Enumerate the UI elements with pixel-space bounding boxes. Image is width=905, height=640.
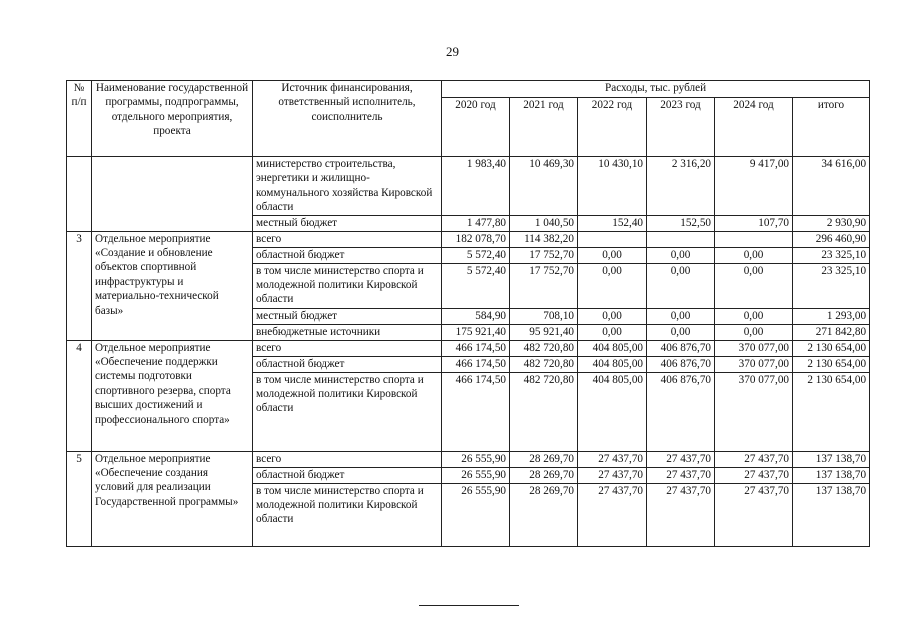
value-cell: 482 720,80 xyxy=(510,372,578,451)
value-cell xyxy=(578,231,647,247)
value-cell: 27 437,70 xyxy=(578,451,647,467)
value-cell: 1 040,50 xyxy=(510,215,578,231)
value-cell: 1 293,00 xyxy=(793,308,870,324)
value-cell: 0,00 xyxy=(578,263,647,308)
table-row xyxy=(67,340,870,356)
table-row xyxy=(67,451,870,467)
value-cell: 1 477,80 xyxy=(442,215,510,231)
value-cell: 137 138,70 xyxy=(793,451,870,467)
value-cell: 26 555,90 xyxy=(442,451,510,467)
value-cell: 370 077,00 xyxy=(715,340,793,356)
item-index: 5 xyxy=(67,451,92,546)
value-cell: 404 805,00 xyxy=(578,340,647,356)
value-cell: 2 130 654,00 xyxy=(793,356,870,372)
value-cell: 27 437,70 xyxy=(647,451,715,467)
header-source: Источник финансирования, ответственный исполнитель, соисполнитель xyxy=(253,81,442,157)
value-cell: 0,00 xyxy=(578,324,647,340)
value-cell: 2 130 654,00 xyxy=(793,340,870,356)
source-cell: министерство строительства, энергетики и жилищно-коммунального хозяйства Кировской области xyxy=(253,157,442,216)
value-cell: 175 921,40 xyxy=(442,324,510,340)
source-cell: областной бюджет xyxy=(253,247,442,263)
value-cell: 2 930,90 xyxy=(793,215,870,231)
header-year-2024: 2024 год xyxy=(715,98,793,157)
header-year-2022: 2022 год xyxy=(578,98,647,157)
value-cell: 370 077,00 xyxy=(715,356,793,372)
value-cell: 5 572,40 xyxy=(442,263,510,308)
source-cell: в том числе министерство спорта и молодежной политики Кировской области xyxy=(253,263,442,308)
header-total: итого xyxy=(793,98,870,157)
value-cell: 708,10 xyxy=(510,308,578,324)
value-cell: 0,00 xyxy=(647,247,715,263)
value-cell: 27 437,70 xyxy=(578,467,647,483)
source-cell: областной бюджет xyxy=(253,356,442,372)
value-cell: 27 437,70 xyxy=(715,467,793,483)
value-cell: 1 983,40 xyxy=(442,157,510,216)
value-cell: 9 417,00 xyxy=(715,157,793,216)
value-cell: 404 805,00 xyxy=(578,356,647,372)
value-cell: 0,00 xyxy=(578,308,647,324)
value-cell: 271 842,80 xyxy=(793,324,870,340)
value-cell: 5 572,40 xyxy=(442,247,510,263)
value-cell: 584,90 xyxy=(442,308,510,324)
value-cell: 137 138,70 xyxy=(793,467,870,483)
value-cell: 2 316,20 xyxy=(647,157,715,216)
value-cell xyxy=(647,231,715,247)
header-year-2023: 2023 год xyxy=(647,98,715,157)
value-cell xyxy=(715,231,793,247)
source-cell: местный бюджет xyxy=(253,215,442,231)
value-cell: 27 437,70 xyxy=(647,467,715,483)
table-row xyxy=(67,157,870,216)
value-cell: 26 555,90 xyxy=(442,467,510,483)
source-cell: всего xyxy=(253,340,442,356)
value-cell: 27 437,70 xyxy=(647,483,715,546)
source-cell: местный бюджет xyxy=(253,308,442,324)
item-index: 3 xyxy=(67,231,92,340)
value-cell: 10 469,30 xyxy=(510,157,578,216)
item-index: 4 xyxy=(67,340,92,451)
value-cell: 107,70 xyxy=(715,215,793,231)
value-cell: 0,00 xyxy=(715,247,793,263)
footer-divider xyxy=(419,605,519,606)
value-cell: 370 077,00 xyxy=(715,372,793,451)
value-cell: 17 752,70 xyxy=(510,247,578,263)
value-cell: 0,00 xyxy=(647,263,715,308)
value-cell: 406 876,70 xyxy=(647,356,715,372)
value-cell: 10 430,10 xyxy=(578,157,647,216)
value-cell: 0,00 xyxy=(647,308,715,324)
value-cell: 28 269,70 xyxy=(510,451,578,467)
value-cell: 182 078,70 xyxy=(442,231,510,247)
value-cell: 0,00 xyxy=(578,247,647,263)
value-cell: 152,40 xyxy=(578,215,647,231)
value-cell: 406 876,70 xyxy=(647,372,715,451)
page-number: 29 xyxy=(446,44,459,59)
value-cell: 482 720,80 xyxy=(510,340,578,356)
value-cell: 28 269,70 xyxy=(510,467,578,483)
value-cell: 34 616,00 xyxy=(793,157,870,216)
budget-table xyxy=(66,80,870,547)
value-cell: 0,00 xyxy=(715,324,793,340)
header-expenses: Расходы, тыс. рублей xyxy=(442,81,870,98)
value-cell: 17 752,70 xyxy=(510,263,578,308)
value-cell: 406 876,70 xyxy=(647,340,715,356)
value-cell: 404 805,00 xyxy=(578,372,647,451)
value-cell: 466 174,50 xyxy=(442,356,510,372)
source-cell: внебюджетные источники xyxy=(253,324,442,340)
value-cell: 23 325,10 xyxy=(793,263,870,308)
value-cell: 296 460,90 xyxy=(793,231,870,247)
source-cell: в том числе министерство спорта и молодежной политики Кировской области xyxy=(253,483,442,546)
value-cell: 152,50 xyxy=(647,215,715,231)
continuation-name xyxy=(92,157,253,232)
header-index: № п/п xyxy=(67,81,92,157)
value-cell: 95 921,40 xyxy=(510,324,578,340)
value-cell: 26 555,90 xyxy=(442,483,510,546)
source-cell: всего xyxy=(253,231,442,247)
value-cell: 0,00 xyxy=(715,308,793,324)
value-cell: 482 720,80 xyxy=(510,356,578,372)
value-cell: 0,00 xyxy=(647,324,715,340)
value-cell: 27 437,70 xyxy=(715,451,793,467)
header-year-2020: 2020 год xyxy=(442,98,510,157)
source-cell: областной бюджет xyxy=(253,467,442,483)
header-name: Наименование государственной программы, подпрограммы, отдельного мероприятия, проекта xyxy=(92,81,253,157)
table-header xyxy=(67,81,870,157)
value-cell: 28 269,70 xyxy=(510,483,578,546)
value-cell: 137 138,70 xyxy=(793,483,870,546)
value-cell: 466 174,50 xyxy=(442,340,510,356)
table-body xyxy=(67,157,870,547)
value-cell: 27 437,70 xyxy=(578,483,647,546)
value-cell: 2 130 654,00 xyxy=(793,372,870,451)
source-cell: в том числе министерство спорта и молодежной политики Кировской области xyxy=(253,372,442,451)
value-cell: 114 382,20 xyxy=(510,231,578,247)
value-cell: 23 325,10 xyxy=(793,247,870,263)
value-cell: 27 437,70 xyxy=(715,483,793,546)
item-name: Отдельное мероприятие «Создание и обновление объектов спортивной инфраструктуры и материально-технической базы» xyxy=(92,231,253,340)
header-year-2021: 2021 год xyxy=(510,98,578,157)
item-name: Отдельное мероприятие «Обеспечение создания условий для реализации Государственной программы» xyxy=(92,451,253,546)
value-cell: 466 174,50 xyxy=(442,372,510,451)
table-row xyxy=(67,231,870,247)
item-name: Отдельное мероприятие «Обеспечение поддержки системы подготовки спортивного резерва, спорта высших достижений и профессионального спорта» xyxy=(92,340,253,451)
value-cell: 0,00 xyxy=(715,263,793,308)
continuation-index xyxy=(67,157,92,232)
source-cell: всего xyxy=(253,451,442,467)
